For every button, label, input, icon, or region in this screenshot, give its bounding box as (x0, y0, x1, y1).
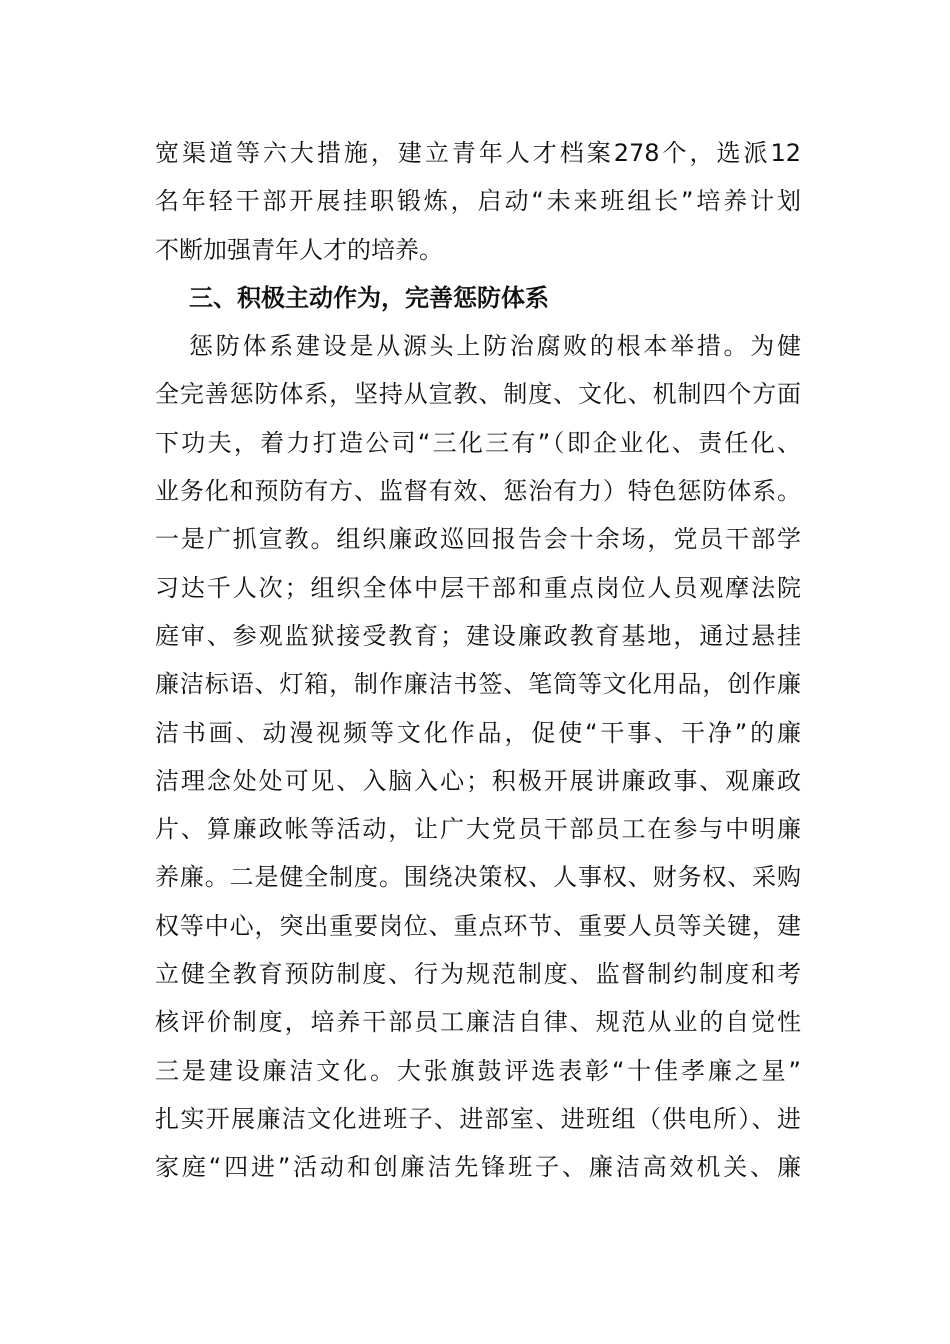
text-line: 下功夫，着力打造公司“三化三有”（即企业化、责任化、 (155, 428, 801, 457)
text-line: 权等中心，突出重要岗位、重点环节、重要人员等关键，建 (155, 911, 801, 940)
text-line: 洁书画、动漫视频等文化作品，促使“干事、干净”的廉 (155, 718, 801, 747)
text-line: 全完善惩防体系，坚持从宣教、制度、文化、机制四个方面 (155, 380, 801, 409)
text-line: 立健全教育预防制度、行为规范制度、监督制约制度和考 (155, 960, 801, 989)
text-line: 宽渠道等六大措施，建立青年人才档案278个，选派12 (155, 139, 801, 167)
text-line: 家庭“四进”活动和创廉洁先锋班子、廉洁高效机关、廉 (155, 1153, 801, 1182)
text-line: 片、算廉政帐等活动，让广大党员干部员工在参与中明廉 (155, 815, 801, 844)
section-heading: 三、积极主动作为，完善惩防体系 (189, 283, 549, 312)
text-line: 不断加强青年人才的培养。 (155, 235, 443, 264)
text-line: 名年轻干部开展挂职锻炼，启动“未来班组长”培养计划 (155, 187, 801, 216)
text-line: 养廉。二是健全制度。围绕决策权、人事权、财务权、采购 (155, 863, 801, 892)
text-line: 业务化和预防有方、监督有效、惩治有力）特色惩防体系。 (155, 477, 801, 506)
text-line: 习达千人次；组织全体中层干部和重点岗位人员观摩法院 (155, 573, 801, 602)
text-line: 扎实开展廉洁文化进班子、进部室、进班组（供电所）、进 (155, 1104, 801, 1133)
text-line: 洁理念处处可见、入脑入心；积极开展讲廉政事、观廉政 (155, 766, 801, 795)
text-line: 惩防体系建设是从源头上防治腐败的根本举措。为健 (189, 332, 801, 361)
text-line: 核评价制度，培养干部员工廉洁自律、规范从业的自觉性 (155, 1008, 801, 1037)
text-line: 三是建设廉洁文化。大张旗鼓评选表彰“十佳孝廉之星” (155, 1056, 801, 1085)
text-line: 庭审、参观监狱接受教育；建设廉政教育基地，通过悬挂 (155, 621, 801, 650)
body-text (155, 129, 801, 1192)
text-line: 一是广抓宣教。组织廉政巡回报告会十余场，党员干部学 (155, 525, 801, 554)
text-line: 廉洁标语、灯箱，制作廉洁书签、笔筒等文化用品，创作廉 (155, 670, 801, 699)
